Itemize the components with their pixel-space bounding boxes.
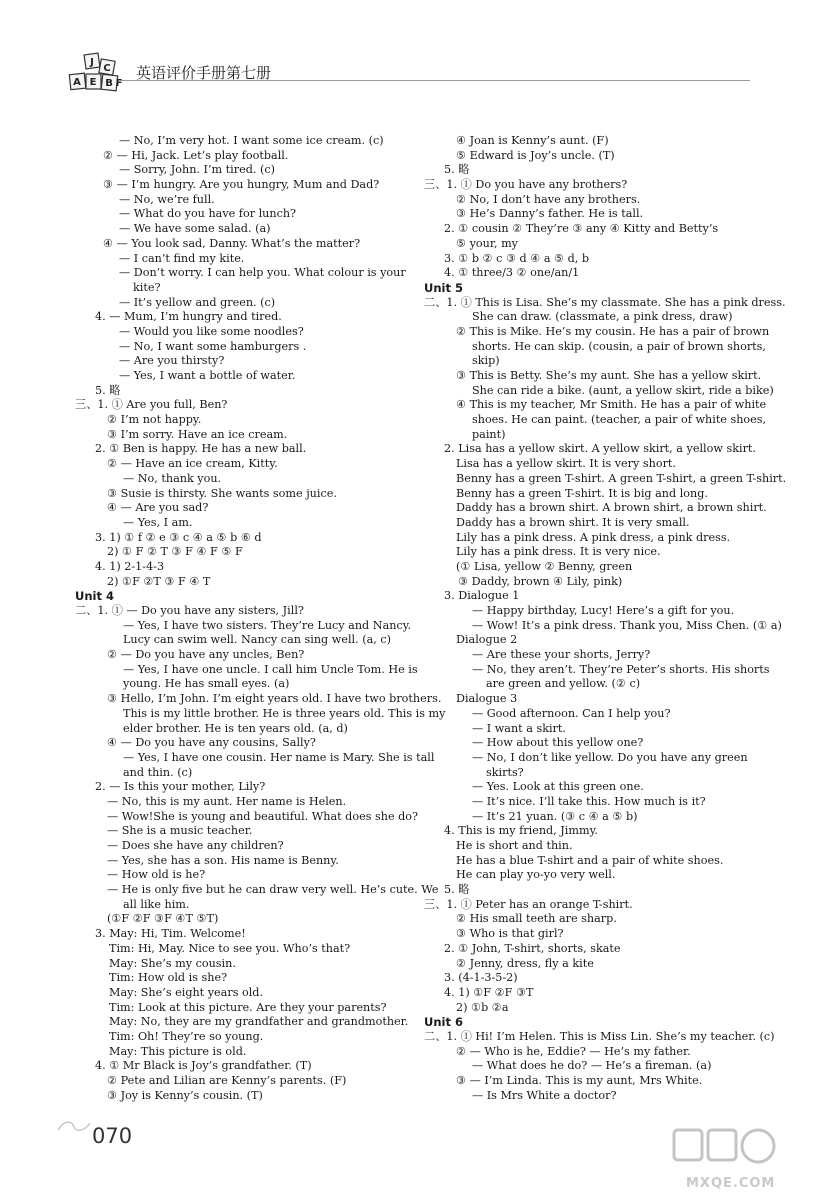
answer-line: 2. ① cousin ② They’re ③ any ④ Kitty and Betty’s bbox=[444, 222, 719, 236]
answer-line: ④ — You look sad, Danny. What’s the matter? bbox=[103, 236, 361, 250]
watermark-url: MXQE.COM bbox=[686, 1176, 776, 1191]
answer-line: ② — Have an ice cream, Kitty. bbox=[107, 457, 278, 471]
answer-line: — What do you have for lunch? bbox=[119, 207, 297, 221]
answer-line: 2. ① Ben is happy. He has a new ball. bbox=[95, 442, 307, 456]
answer-line: 5. 略 bbox=[444, 163, 470, 177]
answer-line: — We have some salad. (a) bbox=[119, 222, 271, 236]
logo-letter: J bbox=[90, 57, 94, 68]
answer-line: ③ Who is that girl? bbox=[456, 927, 564, 941]
answer-line: Lisa has a yellow skirt. It is very short. bbox=[456, 457, 676, 471]
answer-line: Dialogue 2 bbox=[456, 633, 518, 647]
answer-line: He can play yo-yo very well. bbox=[456, 868, 616, 882]
answer-line: Lily has a pink dress. It is very nice. bbox=[456, 545, 661, 559]
answer-line: 4. — Mum, I’m hungry and tired. bbox=[95, 310, 282, 324]
answer-line: — No, thank you. bbox=[123, 471, 222, 485]
answer-line: — Would you like some noodles? bbox=[119, 324, 304, 338]
answer-line: — No, this is my aunt. Her name is Helen. bbox=[107, 794, 347, 808]
answer-line: May: No, they are my grandfather and grandmother. bbox=[109, 1015, 409, 1029]
right-column bbox=[424, 134, 787, 1103]
answer-line: — No, we’re full. bbox=[119, 192, 215, 206]
answer-line: ② This is Mike. He’s my cousin. He has a pair of brown bbox=[456, 324, 770, 338]
logo-letter: C bbox=[103, 63, 111, 74]
answer-line: (①F ②F ③F ④T ⑤T) bbox=[107, 912, 219, 926]
answer-line: 2. — Is this your mother, Lily? bbox=[95, 780, 266, 794]
answer-line: ② Jenny, dress, fly a kite bbox=[456, 956, 594, 970]
answer-line: are green and yellow. (② c) bbox=[486, 677, 641, 691]
answer-line: ② — Who is he, Eddie? — He’s my father. bbox=[456, 1044, 691, 1058]
answer-line: ③ Joy is Kenny’s cousin. (T) bbox=[107, 1088, 263, 1102]
answer-line: — Yes, I am. bbox=[123, 515, 193, 529]
answer-line: ③ This is Betty. She’s my aunt. She has a yellow skirt. bbox=[456, 369, 762, 382]
answer-line: 5. 略 bbox=[444, 883, 470, 897]
answer-line: — No, I’m very hot. I want some ice cream. (c) bbox=[119, 134, 384, 147]
answer-line: Lucy can swim well. Nancy can sing well. (a, c) bbox=[123, 633, 391, 647]
answer-line: Tim: Look at this picture. Are they your parents? bbox=[109, 1000, 387, 1014]
answer-line: ⑤ Edward is Joy’s uncle. (T) bbox=[456, 148, 615, 162]
answer-line: paint) bbox=[472, 427, 506, 441]
answer-line: ④ — Are you sad? bbox=[107, 501, 209, 515]
answer-line: 5. 略 bbox=[95, 383, 121, 397]
answer-line: (① Lisa, yellow ② Benny, green bbox=[456, 559, 633, 573]
answer-line: — Wow! It’s a pink dress. Thank you, Miss Chen. (① a) bbox=[472, 618, 782, 632]
answer-line: — Is Mrs White a doctor? bbox=[472, 1088, 617, 1102]
answer-line: — He is only five but he can draw very well. He’s cute. We bbox=[107, 883, 439, 897]
answer-line: ③ He’s Danny’s father. He is tall. bbox=[456, 207, 644, 221]
answer-line: and thin. (c) bbox=[123, 765, 193, 779]
answer-line: ④ Joan is Kenny’s aunt. (F) bbox=[456, 134, 609, 147]
answer-line: ② No, I don’t have any brothers. bbox=[456, 192, 641, 206]
header-divider bbox=[120, 80, 750, 81]
answer-line: 4. ① three/3 ② one/an/1 bbox=[444, 266, 580, 280]
answer-line: skirts? bbox=[486, 765, 524, 779]
answer-line: ③ I’m sorry. Have an ice cream. bbox=[107, 427, 288, 441]
answer-line: Benny has a green T-shirt. A green T-shirt, a green T-shirt. bbox=[456, 471, 787, 485]
answer-line: ③ — I’m Linda. This is my aunt, Mrs White. bbox=[456, 1074, 703, 1087]
answer-line: 2) ①b ②a bbox=[456, 1000, 509, 1014]
answer-line: ④ This is my teacher, Mr Smith. He has a pair of white bbox=[456, 398, 767, 412]
page-number: 070 bbox=[92, 1124, 133, 1148]
answer-line: skip) bbox=[472, 354, 500, 368]
answer-line: — I want a skirt. bbox=[472, 721, 566, 735]
answer-line: — Does she have any children? bbox=[107, 839, 284, 852]
answer-line: He is short and thin. bbox=[456, 839, 573, 852]
answer-line: ② His small teeth are sharp. bbox=[456, 912, 617, 926]
answer-line: — No, they aren’t. They’re Peter’s shorts. His shorts bbox=[472, 662, 770, 676]
answer-line: — It’s yellow and green. (c) bbox=[119, 295, 276, 309]
answer-line: 3. May: Hi, Tim. Welcome! bbox=[95, 927, 246, 941]
answer-line: 二、1. ① — Do you have any sisters, Jill? bbox=[75, 604, 304, 617]
book-title: 英语评价手册第七册 bbox=[136, 64, 272, 82]
swirl-ornament-icon bbox=[56, 1118, 92, 1134]
answer-line: elder brother. He is ten years old. (a, d) bbox=[123, 721, 348, 735]
answer-line: — Happy birthday, Lucy! Here’s a gift for you. bbox=[472, 604, 735, 617]
answer-line: May: This picture is old. bbox=[109, 1044, 247, 1058]
answer-line: 3. ① b ② c ③ d ④ a ⑤ d, b bbox=[444, 251, 590, 265]
answer-line: — Yes. Look at this green one. bbox=[472, 780, 644, 794]
answer-line: ② — Hi, Jack. Let’s play football. bbox=[103, 148, 289, 162]
answer-line: 2) ①F ②T ③ F ④ T bbox=[107, 574, 211, 588]
answer-line: — Yes, she has a son. His name is Benny. bbox=[107, 853, 339, 867]
unit-heading: Unit 4 bbox=[75, 589, 114, 604]
abc-blocks-logo-icon bbox=[68, 52, 126, 92]
answer-line: — Sorry, John. I’m tired. (c) bbox=[119, 163, 275, 177]
answer-line: — No, I want some hamburgers . bbox=[119, 339, 307, 353]
answer-line: He has a blue T-shirt and a pair of white shoes. bbox=[456, 853, 724, 867]
answer-line: — How old is he? bbox=[107, 868, 206, 882]
answer-line: 4. This is my friend, Jimmy. bbox=[444, 824, 598, 838]
answer-line: This is my little brother. He is three years old. This is my bbox=[123, 706, 446, 720]
answer-line: Daddy has a brown shirt. It is very small. bbox=[456, 515, 690, 529]
answer-line: 2. Lisa has a yellow skirt. A yellow skirt, a yellow skirt. bbox=[444, 442, 756, 456]
answer-line: ④ — Do you have any cousins, Sally? bbox=[107, 736, 316, 750]
answer-line: — Yes, I have two sisters. They’re Lucy and Nancy. bbox=[123, 618, 412, 632]
answer-line: — Wow!She is young and beautiful. What does she do? bbox=[107, 809, 419, 823]
unit-heading: Unit 5 bbox=[424, 280, 463, 295]
answer-line: 3. 1) ① f ② e ③ c ④ a ⑤ b ⑥ d bbox=[95, 530, 262, 544]
answer-line: Tim: Hi, May. Nice to see you. Who’s that? bbox=[109, 941, 351, 955]
answer-line: ③ Susie is thirsty. She wants some juice. bbox=[107, 486, 337, 500]
answer-line: May: She’s eight years old. bbox=[109, 985, 264, 999]
answer-line: 二、1. ① Hi! I’m Helen. This is Miss Lin. She’s my teacher. (c) bbox=[424, 1029, 775, 1043]
answer-line: — Don’t worry. I can help you. What colour is your bbox=[119, 266, 406, 280]
answer-line: 2. ① John, T-shirt, shorts, skate bbox=[444, 941, 621, 955]
answer-line: 三、1. ① Do you have any brothers? bbox=[424, 178, 628, 192]
answer-line: — She is a music teacher. bbox=[107, 824, 253, 838]
logo-letter: B bbox=[105, 78, 113, 89]
answer-line: 4. ① Mr Black is Joy’s grandfather. (T) bbox=[95, 1059, 312, 1073]
answer-line: ② I’m not happy. bbox=[107, 413, 202, 427]
answer-line: May: She’s my cousin. bbox=[109, 956, 236, 970]
answer-line: 三、1. ① Peter has an orange T-shirt. bbox=[424, 897, 633, 911]
answer-line: — Good afternoon. Can I help you? bbox=[472, 706, 671, 720]
answer-line: — Are you thirsty? bbox=[119, 354, 225, 368]
unit-heading: Unit 6 bbox=[424, 1015, 463, 1030]
answer-line: 2) ① F ② T ③ F ④ F ⑤ F bbox=[107, 545, 243, 559]
answer-line: — I can’t find my kite. bbox=[119, 251, 245, 265]
answer-line: Tim: Oh! They’re so young. bbox=[109, 1029, 264, 1043]
answer-line: 二、1. ① This is Lisa. She’s my classmate. She has a pink dress. bbox=[424, 295, 786, 309]
logo-letter: E bbox=[89, 77, 97, 88]
answer-line: 4. 1) ①F ②F ③T bbox=[444, 985, 534, 999]
answer-line: — Yes, I have one cousin. Her name is Mary. She is tall bbox=[123, 750, 435, 764]
answer-line: ③ — I’m hungry. Are you hungry, Mum and Dad? bbox=[103, 178, 380, 192]
answer-line: — It’s 21 yuan. (③ c ④ a ⑤ b) bbox=[472, 809, 638, 823]
answer-line: ③ Hello, I’m John. I’m eight years old. I have two brothers. bbox=[107, 692, 442, 706]
answer-line: — Yes, I want a bottle of water. bbox=[119, 369, 296, 382]
answer-line: 4. 1) 2-1-4-3 bbox=[95, 559, 165, 573]
answer-line: kite? bbox=[133, 280, 161, 294]
answer-line: — What does he do? — He’s a fireman. (a) bbox=[472, 1059, 712, 1073]
answer-line: young. He has small eyes. (a) bbox=[123, 677, 290, 691]
answer-line: ③ Daddy, brown ④ Lily, pink) bbox=[458, 574, 623, 588]
answer-line: shoes. He can paint. (teacher, a pair of white shoes, bbox=[472, 413, 767, 427]
answer-line: Daddy has a brown shirt. A brown shirt, a brown shirt. bbox=[456, 501, 767, 515]
answer-line: — It’s nice. I’ll take this. How much is it? bbox=[472, 794, 706, 808]
answer-line: Dialogue 3 bbox=[456, 692, 518, 706]
answer-line: all like him. bbox=[123, 897, 190, 911]
answer-line: 3. Dialogue 1 bbox=[444, 589, 520, 603]
answer-line: — Yes, I have one uncle. I call him Uncle Tom. He is bbox=[123, 662, 418, 676]
logo-letter: A bbox=[73, 77, 81, 88]
answer-line: Benny has a green T-shirt. It is big and long. bbox=[456, 486, 708, 500]
answer-line: ⑤ your, my bbox=[456, 236, 519, 250]
answer-line: — How about this yellow one? bbox=[472, 736, 644, 750]
answer-line: 三、1. ① Are you full, Ben? bbox=[75, 398, 228, 412]
answer-line: ② Pete and Lilian are Kenny’s parents. (F) bbox=[107, 1074, 347, 1087]
answer-line: 3. (4-1-3-5-2) bbox=[444, 971, 518, 985]
answer-line: — Are these your shorts, Jerry? bbox=[472, 648, 651, 662]
answer-line: ② — Do you have any uncles, Ben? bbox=[107, 648, 305, 662]
answer-line: Tim: How old is she? bbox=[109, 971, 228, 985]
answer-line: She can draw. (classmate, a pink dress, draw) bbox=[472, 310, 733, 324]
answer-line: shorts. He can skip. (cousin, a pair of brown shorts, bbox=[472, 339, 766, 353]
answer-line: — No, I don’t like yellow. Do you have any green bbox=[472, 750, 748, 764]
answer-line: Lily has a pink dress. A pink dress, a pink dress. bbox=[456, 530, 731, 544]
logo-letter: F bbox=[115, 78, 123, 89]
answer-line: She can ride a bike. (aunt, a yellow skirt, ride a bike) bbox=[472, 383, 774, 397]
